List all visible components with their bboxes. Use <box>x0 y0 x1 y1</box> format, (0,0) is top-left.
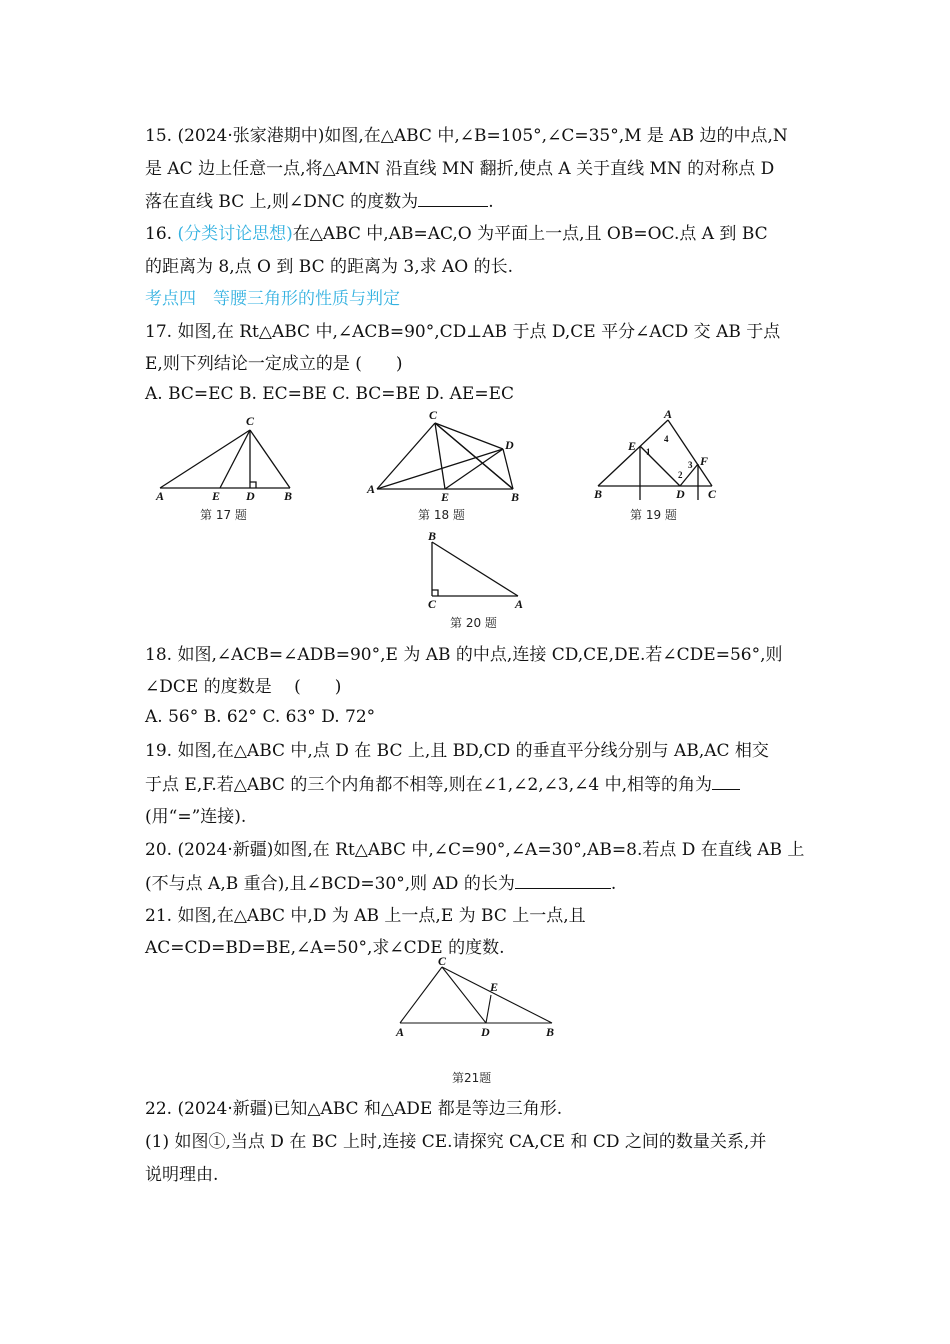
f20-label-b: B <box>428 529 437 543</box>
q15-line2: 是 AC 边上任意一点,将△AMN 沿直线 MN 翻折,使点 A 关于直线 MN 的对称点 D <box>145 159 775 179</box>
f21-label-e: E <box>490 980 499 994</box>
f19-label-e: E <box>628 439 637 453</box>
f19-angle-4: 4 <box>664 434 669 444</box>
q20-answer-blank <box>515 872 611 889</box>
f17-label-b: B <box>284 489 293 503</box>
figure-17 <box>150 410 310 505</box>
q18-line2: ∠DCE 的度数是 ( ) <box>145 677 342 697</box>
f18-label-a: A <box>367 482 376 496</box>
f19-label-b: B <box>594 487 603 501</box>
f19-angle-2: 2 <box>678 470 683 480</box>
f21-label-d: D <box>481 1025 490 1039</box>
f19-angle-1: 1 <box>646 447 651 457</box>
figure-21 <box>390 955 560 1040</box>
q16-line2: 的距离为 8,点 O 到 BC 的距离为 3,求 AO 的长. <box>145 257 514 277</box>
q18-line1: 18. 如图,∠ACB=∠ADB=90°,E 为 AB 的中点,连接 CD,CE,DE.若∠CDE=56°,则 <box>145 645 783 665</box>
f18-label-c: C <box>429 408 438 422</box>
q21-line1: 21. 如图,在△ABC 中,D 为 AB 上一点,E 为 BC 上一点,且 <box>145 906 586 926</box>
f21-label-b: B <box>546 1025 555 1039</box>
figure-20 <box>420 528 535 613</box>
f18-label-d: D <box>505 438 514 452</box>
q20-line1: 20. (2024·新疆)如图,在 Rt△ABC 中,∠C=90°,∠A=30°,AB=8.若点 D 在直线 AB 上 <box>145 840 805 860</box>
f17-label-e: E <box>212 489 221 503</box>
q17-options: A. BC=EC B. EC=BE C. BC=BE D. AE=EC <box>145 384 514 404</box>
q17-line1: 17. 如图,在 Rt△ABC 中,∠ACB=90°,CD⊥AB 于点 D,CE 平分∠ACD 交 AB 于点 <box>145 322 781 342</box>
figure-18-caption: 第 18 题 <box>418 508 465 522</box>
f18-label-e: E <box>441 490 450 504</box>
q15-answer-blank <box>418 190 488 207</box>
figure-19 <box>590 408 725 503</box>
q15-line1: 15. (2024·张家港期中)如图,在△ABC 中,∠B=105°,∠C=35°,M 是 AB 边的中点,N <box>145 126 788 146</box>
f19-label-f: F <box>700 454 709 468</box>
figure-19-caption: 第 19 题 <box>630 508 677 522</box>
f20-label-c: C <box>428 597 437 611</box>
q15-line3: 落在直线 BC 上,则∠DNC 的度数为 . <box>145 192 494 212</box>
f20-label-a: A <box>515 597 524 611</box>
q18-options: A. 56° B. 62° C. 63° D. 72° <box>145 707 376 727</box>
f18-label-b: B <box>511 490 520 504</box>
q20-line2: (不与点 A,B 重合),且∠BCD=30°,则 AD 的长为 . <box>145 874 617 894</box>
figure-21-caption: 第21题 <box>452 1071 492 1085</box>
q19-line3: (用“=”连接). <box>145 807 247 827</box>
section-heading: 考点四 等腰三角形的性质与判定 <box>145 289 400 309</box>
q19-line1: 19. 如图,在△ABC 中,点 D 在 BC 上,且 BD,CD 的垂直平分线分别与 AB,AC 相交 <box>145 741 769 761</box>
f17-label-c: C <box>246 414 255 428</box>
figure-20-caption: 第 20 题 <box>450 616 497 630</box>
f21-label-a: A <box>396 1025 405 1039</box>
q22-line1: 22. (2024·新疆)已知△ABC 和△ADE 都是等边三角形. <box>145 1099 563 1119</box>
f19-angle-3: 3 <box>688 460 693 470</box>
f21-label-c: C <box>438 955 447 968</box>
q22-line3: 说明理由. <box>145 1165 219 1185</box>
q15-line3-text: 落在直线 BC 上,则∠DNC 的度数为 <box>145 192 419 212</box>
q19-answer-blank <box>712 773 740 790</box>
q21-line2: AC=CD=BD=BE,∠A=50°,求∠CDE 的度数. <box>145 938 505 958</box>
figure-18 <box>365 405 530 505</box>
q17-line2: E,则下列结论一定成立的是 ( ) <box>145 354 403 374</box>
q16-method-tag: (分类讨论思想) <box>177 224 293 244</box>
f19-label-a: A <box>664 408 673 421</box>
f17-label-d: D <box>246 489 255 503</box>
f19-label-c: C <box>708 487 717 501</box>
f17-label-a: A <box>156 489 165 503</box>
q16-line1: 16. (分类讨论思想)在△ABC 中,AB=AC,O 为平面上一点,且 OB=OC.点 A 到 BC <box>145 224 768 244</box>
q22-line2: (1) 如图①,当点 D 在 BC 上时,连接 CE.请探究 CA,CE 和 CD 之间的数量关系,并 <box>145 1132 767 1152</box>
f19-label-d: D <box>676 487 685 501</box>
figure-17-caption: 第 17 题 <box>200 508 247 522</box>
q19-line2: 于点 E,F.若△ABC 的三个内角都不相等,则在∠1,∠2,∠3,∠4 中,相等的角为 <box>145 773 740 796</box>
